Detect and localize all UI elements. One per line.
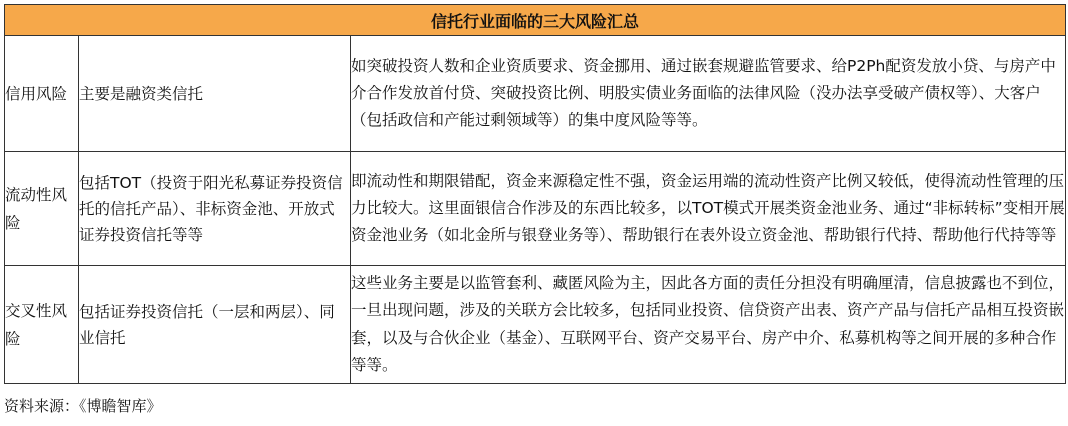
risk-description-cell: 如突破投资人数和企业资质要求、资金挪用、通过嵌套规避监管要求、给P2Ph配资发放小贷、与房产中介合作发放首付贷、突破投资比例、明股实债业务面临的法律风险（没办法享受破产债权等）、大客户（包括政信和产能过剩领域等）的集中度风险等等。 (351, 36, 1066, 152)
risk-summary-table (4, 4, 1066, 384)
risk-description-cell: 这些业务主要是以监管套利、藏匿风险为主，因此各方面的责任分担没有明确厘清，信息披露也不到位，一旦出现问题，涉及的关联方会比较多，包括同业投资、信贷资产出表、资产产品与信托产品相互投资嵌套，以及与合伙企业（基金）、互联网平台、资产交易平台、房产中介、私募机构等之间开展的多种合作等等。 (351, 266, 1066, 384)
risk-description-cell: 即流动性和期限错配，资金来源稳定性不强，资金运用端的流动性资产比例又较低，使得流动性管理的压力比较大。这里面银信合作涉及的东西比较多，以TOT模式开展类资金池业务、通过“非标转标”变相开展资金池业务（如北金所与银登业务等）、帮助银行在表外设立资金池、帮助银行代持、帮助他行代持等等 (351, 152, 1066, 266)
table-title: 信托行业面临的三大风险汇总 (5, 5, 1066, 36)
risk-scope-cell: 包括证券投资信托（一层和两层）、同业信托 (79, 266, 351, 384)
risk-scope-cell: 主要是融资类信托 (79, 36, 351, 152)
source-note: 资料来源：《博瞻智库》 (4, 397, 162, 415)
risk-type-cell: 交叉性风险 (5, 266, 79, 384)
table-row (5, 152, 1066, 266)
table-title-row (5, 5, 1066, 36)
table-row (5, 36, 1066, 152)
risk-scope-cell: 包括TOT（投资于阳光私募证券投资信托的信托产品）、非标资金池、开放式证券投资信托等等 (79, 152, 351, 266)
risk-type-cell: 流动性风险 (5, 152, 79, 266)
table-row (5, 266, 1066, 384)
risk-type-cell: 信用风险 (5, 36, 79, 152)
